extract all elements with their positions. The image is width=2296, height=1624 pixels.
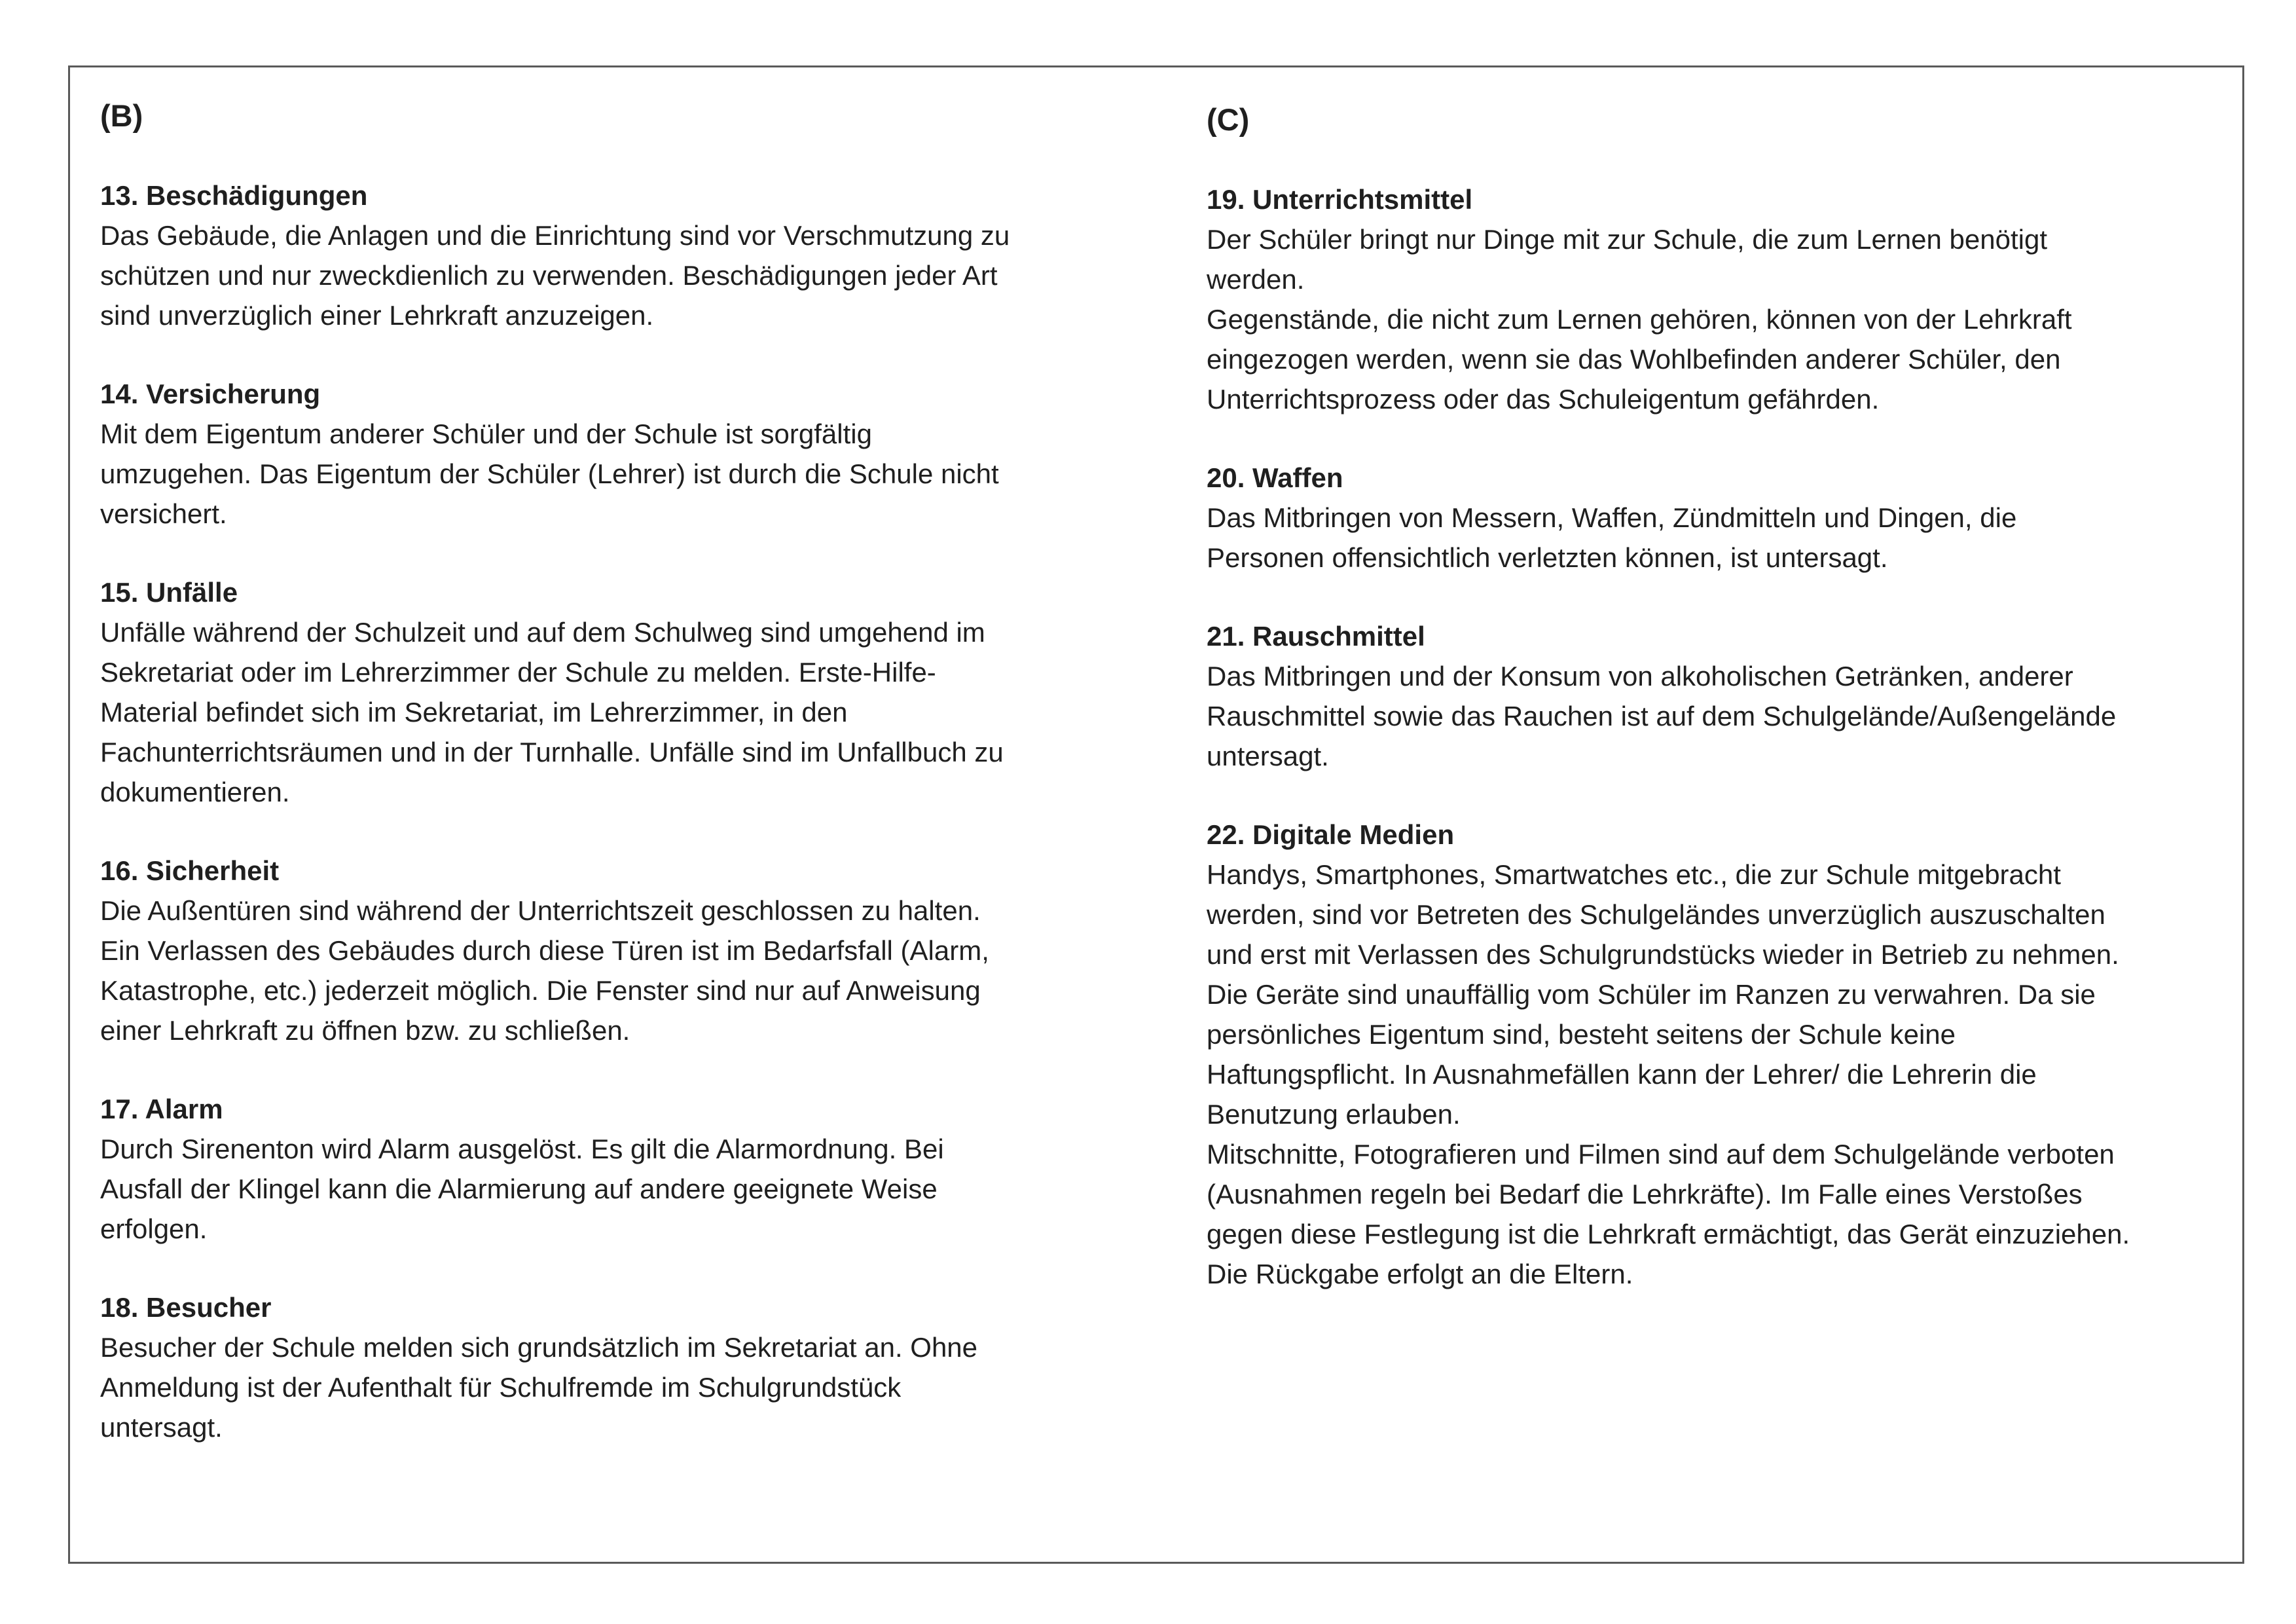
section-title: 15. Unfälle	[100, 577, 238, 608]
section-text: Der Schüler bringt nur Dinge mit zur Schule, die zum Lernen benötigt werden.	[1207, 224, 2047, 295]
section-15-unfaelle	[100, 573, 1174, 812]
document-frame	[68, 65, 2244, 1564]
section-text: Durch Sirenenton wird Alarm ausgelöst. Es gilt die Alarmordnung. Bei Ausfall der Klingel kann die Alarmierung auf andere geeignete Weise erfolgen.	[100, 1134, 944, 1244]
section-20-waffen	[1207, 458, 2228, 578]
section-text: Die Außentüren sind während der Unterrichtszeit geschlossen zu halten. Ein Verlassen des Gebäudes durch diese Türen ist im Bedarfsfall (Alarm, Katastrophe, etc.) jederzeit möglich. Die Fenster sind nur auf Anweisung einer Lehrkraft zu öffnen bzw. zu schließen.	[100, 895, 989, 1046]
section-text: Das Mitbringen von Messern, Waffen, Zündmitteln und Dingen, die Personen offensichtlich verletzten können, ist untersagt.	[1207, 502, 2017, 573]
section-text: Das Mitbringen und der Konsum von alkoholischen Getränken, anderer Rauschmittel sowie das Rauchen ist auf dem Schulgelände/Außengelände untersagt.	[1207, 661, 2117, 771]
section-text: Unfälle während der Schulzeit und auf dem Schulweg sind umgehend im Sekretariat oder im Lehrerzimmer der Schule zu melden. Erste-Hilfe- Material befindet sich im Sekretariat, im Lehrerzimmer, in den Fachunterrichtsräumen und in der Turnhalle. Unfälle sind im Unfallbuch zu dokumentieren.	[100, 617, 1004, 807]
section-text: Das Gebäude, die Anlagen und die Einrichtung sind vor Verschmutzung zu schützen und nur zweckdienlich zu verwenden. Beschädigungen jeder Art sind unverzüglich einer Lehrkraft anzuzeigen.	[100, 220, 1010, 331]
column-letter-c: (C)	[1207, 102, 1250, 137]
section-16-sicherheit	[100, 851, 1174, 1050]
section-title: 17. Alarm	[100, 1094, 223, 1124]
section-17-alarm	[100, 1090, 1174, 1249]
section-title: 20. Waffen	[1207, 462, 1343, 493]
section-19-unterrichtsmittel	[1207, 180, 2228, 419]
section-14-versicherung	[100, 375, 1174, 534]
section-13-beschaedigungen	[100, 176, 1174, 335]
section-22-digitale-medien	[1207, 815, 2228, 1294]
section-text: Besucher der Schule melden sich grundsätzlich im Sekretariat an. Ohne Anmeldung ist der Aufenthalt für Schulfremde im Schulgrundstück untersagt.	[100, 1332, 978, 1443]
section-title: 13. Beschädigungen	[100, 180, 368, 211]
section-21-rauschmittel	[1207, 617, 2228, 776]
section-title: 19. Unterrichtsmittel	[1207, 184, 1473, 215]
section-title: 22. Digitale Medien	[1207, 819, 1455, 850]
column-letter-b: (B)	[100, 98, 143, 133]
section-title: 14. Versicherung	[100, 378, 321, 409]
section-title: 21. Rauschmittel	[1207, 621, 1425, 652]
section-text: Gegenstände, die nicht zum Lernen gehören, können von der Lehrkraft eingezogen werden, wenn sie das Wohlbefinden anderer Schüler, den Unterrichtsprozess oder das Schuleigentum gefährden.	[1207, 304, 2072, 415]
column-c	[1207, 100, 2228, 1333]
section-text: Mitschnitte, Fotografieren und Filmen sind auf dem Schulgelände verboten (Ausnahmen regeln bei Bedarf die Lehrkräfte). Im Falle eines Verstoßes gegen diese Festlegung ist die Lehrkraft ermächtigt, das Gerät einzuziehen. Die Rückgabe erfolgt an die Eltern.	[1207, 1139, 2130, 1289]
section-text: Mit dem Eigentum anderer Schüler und der Schule ist sorgfältig umzugehen. Das Eigentum der Schüler (Lehrer) ist durch die Schule nicht versichert.	[100, 418, 999, 529]
column-b	[100, 96, 1174, 1486]
section-title: 16. Sicherheit	[100, 855, 280, 886]
section-18-besucher	[100, 1288, 1174, 1447]
section-text: Handys, Smartphones, Smartwatches etc., die zur Schule mitgebracht werden, sind vor Betreten des Schulgeländes unverzüglich auszuschalten und erst mit Verlassen des Schulgrundstücks wieder in Betrieb zu nehmen. Die Geräte sind unauffällig vom Schüler im Ranzen zu verwahren. Da sie persönliches Eigentum sind, besteht seitens der Schule keine Haftungspflicht. In Ausnahmefällen kann der Lehrer/ die Lehrerin die Benutzung erlauben.	[1207, 859, 2119, 1130]
section-title: 18. Besucher	[100, 1292, 272, 1323]
